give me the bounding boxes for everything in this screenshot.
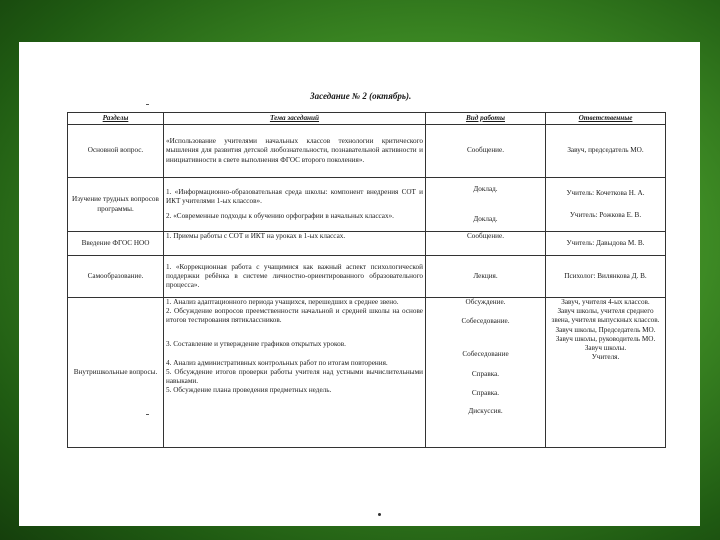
- scan-mark: [146, 104, 149, 105]
- responsible-item: Завуч школы.: [584, 344, 627, 353]
- table-row: [68, 178, 666, 232]
- meeting-table: [67, 112, 666, 448]
- work-type-item: Сообщение.: [466, 232, 505, 240]
- topic-item: 1. Анализ адаптационного периода учащихся, перешедших в среднее звено.: [166, 298, 399, 306]
- column-header-sections: Разделы: [68, 113, 164, 125]
- scan-dot: [378, 513, 381, 516]
- work-type-item: Лекция.: [473, 271, 498, 280]
- topic-item: 5. Обсуждение итогов проверки работы учителя над устными вычислительными навыками.: [166, 368, 423, 386]
- responsible-item: Завуч, учителя 4-ых классов.: [561, 298, 650, 306]
- section-cell: Изучение трудных вопросов программы.: [68, 178, 164, 232]
- work-type-item: Справка.: [471, 369, 500, 378]
- topic-item: 3. Составление и утверждение графиков открытых уроков.: [166, 339, 346, 348]
- scan-mark: [146, 414, 149, 415]
- column-header-work-type: Вид работы: [426, 113, 546, 125]
- table-header-row: [68, 113, 666, 125]
- section-cell: Введение ФГОС НОО: [68, 232, 164, 256]
- topic-cell: [164, 178, 426, 232]
- column-header-topics: Тема заседаний: [164, 113, 426, 125]
- responsible-item: Завуч школы, учителя среднего звена, учителя выпускных классов.: [551, 307, 660, 325]
- work-type-item: Доклад.: [473, 214, 498, 223]
- work-type-cell: [426, 256, 546, 298]
- work-type-item: Собеседование.: [461, 317, 510, 326]
- responsible-cell: [546, 256, 666, 298]
- responsible-cell: [546, 178, 666, 232]
- responsible-item: Завуч школы, Председатель МО.: [555, 325, 656, 334]
- work-type-item: Обсуждение.: [465, 298, 506, 306]
- page-title: Заседание № 2 (октябрь).: [310, 91, 412, 101]
- topic-item: 1. «Информационно-образовательная среда школы: компонент внедрения СОТ и ИКТ учителями 1-ых классов».: [166, 187, 423, 205]
- topic-cell: [164, 256, 426, 298]
- section-cell: Основной вопрос.: [68, 125, 164, 178]
- responsible-cell: [546, 232, 666, 256]
- work-type-item: Справка.: [471, 388, 500, 397]
- responsible-cell: [546, 298, 666, 448]
- section-cell: Внутришкольные вопросы.: [68, 298, 164, 448]
- topic-item: 5. Обсуждение плана проведения предметных недель.: [166, 386, 332, 395]
- work-type-item: Сообщение.: [466, 146, 505, 155]
- topic-item: 2. Обсуждение вопросов преемственности начальной и средней школы на основе итогов тестирования пятиклассников.: [166, 307, 423, 325]
- work-type-item: Собеседование: [462, 350, 509, 359]
- responsible-cell: [546, 125, 666, 178]
- table-row: [68, 232, 666, 256]
- topic-item: 1. «Коррекционная работа с учащимися как важный аспект психологической поддержки ребёнка в системе личностно-ориентированного образовательного процесса».: [166, 262, 423, 290]
- work-type-item: Доклад.: [473, 185, 498, 194]
- topic-item: «Использование учителями начальных классов технологии критического мышления для развития детской любознательности, познавательной активности и инициативности в свете выполнения ФГОС второго поколения».: [166, 137, 423, 164]
- work-type-cell: [426, 298, 546, 448]
- section-cell: Самообразование.: [68, 256, 164, 298]
- work-type-cell: [426, 178, 546, 232]
- work-type-item: Дискуссия.: [468, 407, 503, 416]
- responsible-item: Учитель: Кочеткова Н. А.: [566, 189, 645, 198]
- topic-cell: [164, 298, 426, 448]
- responsible-item: Учитель: Рожкова Е. В.: [569, 210, 642, 219]
- responsible-item: Завуч, председатель МО.: [567, 146, 644, 155]
- topic-cell: [164, 232, 426, 256]
- topic-item: 2. «Современные подходы к обучению орфографии в начальных классах».: [166, 212, 394, 221]
- responsible-item: Завуч школы, руководитель МО.: [555, 334, 656, 343]
- work-type-cell: [426, 232, 546, 256]
- table-row: [68, 256, 666, 298]
- responsible-item: Учителя.: [591, 353, 620, 362]
- table-row: [68, 298, 666, 448]
- column-header-responsible: Ответственные: [546, 113, 666, 125]
- work-type-cell: [426, 125, 546, 178]
- responsible-item: Психолог: Вилянкова Д. В.: [564, 271, 647, 280]
- topic-item: 4. Анализ административных контрольных работ по итогам повторения.: [166, 358, 388, 367]
- table-row: [68, 125, 666, 178]
- responsible-item: Учитель: Давыдова М. В.: [566, 238, 645, 247]
- topic-cell: [164, 125, 426, 178]
- topic-item: 1. Приемы работы с СОТ и ИКТ на уроках в 1-ых классах.: [166, 232, 346, 240]
